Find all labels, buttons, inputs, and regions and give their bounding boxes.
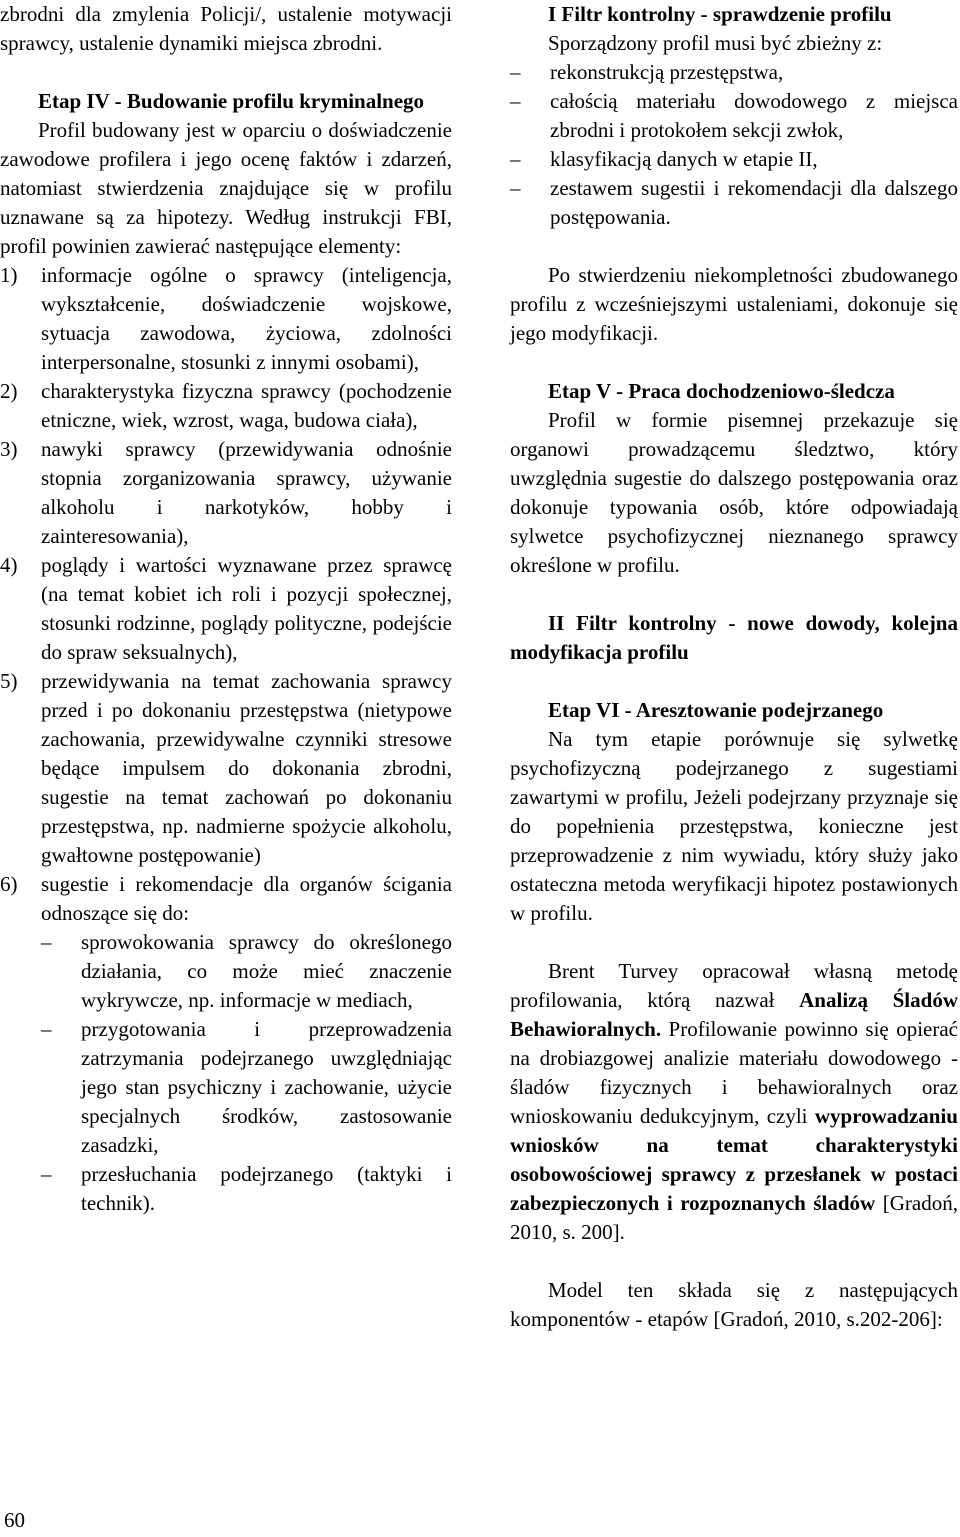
filter1-item [510,174,958,232]
filter1-item-text: całością materiału dowodowego z miejsca zbrodni i protokołem sekcji zwłok, [550,89,958,142]
turvey-text-a: Brent Turvey opracował własną metodę profilowania, którą nazwał [510,959,958,1012]
filter1-item-text: klasyfikacją danych w etapie II, [550,147,818,171]
sub-list-item [41,1015,452,1160]
list-number: 3) [0,437,18,461]
turvey-definition: wyprowadzaniu wniosków na temat charakterystyki osobowościowej sprawcy z przesłanek w postaci zabezpieczonych i rozpoznanych śladów [510,1104,958,1215]
list-item [0,261,452,377]
intro-paragraph: zbrodni dla zmylenia Policji/, ustalenie motywacji sprawcy, ustalenie dynamiki miejsca zbrodni. [0,2,452,55]
filter1-heading: I Filtr kontrolny - sprawdzenie profilu [548,2,892,26]
stage5-paragraph: Profil w formie pisemnej przekazuje się organowi prowadzącemu śledztwo, który uwzględnia sugestie do dalszego postępowania oraz dokonuje typowania osób, które odpowiadają sylwetce psychofizycznej nieznanego sprawcy określone w profilu. [510,408,958,577]
dash-bullet: – [510,147,521,171]
sub-list-text: sprowokowania sprawcy do określonego działania, co może mieć znaczenie wykrywcze, np. informacje w mediach, [81,930,452,1012]
list-number: 1) [0,263,18,287]
filter1-item [510,145,958,174]
list-number: 4) [0,553,18,577]
stage4-text-a: Profil budowany jest w oparciu o doświadczenie zawodowe profilera i jego ocenę faktów i zdarzeń, natomiast stwierdzenia znajdujące się w profilu uznawane są za hipotezy. [0,118,452,229]
filter1-item-text: rekonstrukcją przestępstwa, [550,60,784,84]
filter1-intro: Sporządzony profil musi być zbieżny z: [548,31,883,55]
turvey-paragraph [510,957,958,1247]
stage5-heading: Etap V - Praca dochodzeniowo-śledcza [548,379,895,403]
right-column [510,0,958,1334]
stage6-paragraph: Na tym etapie porównuje się sylwetkę psychofizyczną podejrzanego z sugestiami zawartymi w profilu, Jeżeli podejrzany przyznaje się do popełnienia przestępstwa, konieczne jest przeprowadzenie z nim wywiadu, który służy jako ostateczna metoda weryfikacji hipotez postawionych w profilu. [510,727,958,925]
list-text: nawyki sprawcy (przewidywania odnośnie stopnia zorganizowania sprawcy, używanie alkoholu i narkotyków, hobby i zainteresowania), [41,437,452,548]
list-text: charakterystyka fizyczna sprawcy (pochodzenie etniczne, wiek, wzrost, waga, budowa ciała), [41,379,452,432]
left-column [0,0,452,1218]
list-number: 5) [0,669,18,693]
list-number: 6) [0,872,18,896]
filter1-item-text: zestawem sugestii i rekomendacji dla dalszego postępowania. [550,176,958,229]
filter1-item [510,58,958,87]
stage4-paragraph [0,116,452,261]
dash-bullet: – [41,1162,52,1186]
list-text: poglądy i wartości wyznawane przez sprawcę (na temat kobiet ich roli i pozycji społecznej, stosunki rodzinne, poglądy polityczne, podejście do spraw seksualnych), [41,553,452,664]
dash-bullet: – [510,176,521,200]
dash-bullet: – [41,1017,52,1041]
filter1-after-paragraph: Po stwierdzeniu niekompletności zbudowanego profilu z wcześniejszymi ustaleniami, dokonuje się jego modyfikacji. [510,263,958,345]
list-text: informacje ogólne o sprawcy (inteligencja, wykształcenie, doświadczenie wojskowe, sytuacja zawodowa, życiowa, zdolności interpersonalne, stosunki z innymi osobami), [41,263,452,374]
list-item [0,377,452,435]
stage4-text-b: Według instrukcji FBI, profil powinien zawierać następujące elementy: [0,205,452,258]
sub-list-text: przygotowania i przeprowadzenia zatrzymania podejrzanego uwzględniając jego stan psychiczny i zachowanie, użycie specjalnych środków, zastosowanie zasadzki, [81,1017,452,1157]
stage6-heading: Etap VI - Aresztowanie podejrzanego [548,698,884,722]
dash-bullet: – [510,89,521,113]
turvey-citation: [Gradoń, 2010, s. 200]. [510,1191,958,1244]
sub-list-text: przesłuchania podejrzanego (taktyki i technik). [81,1162,452,1215]
list-item [0,870,452,928]
stage4-heading: Etap IV - Budowanie profilu kryminalnego [38,89,425,113]
dash-bullet: – [510,60,521,84]
dash-bullet: – [41,930,52,954]
sub-list-item [41,1160,452,1218]
model-paragraph: Model ten składa się z następujących komponentów - etapów [Gradoń, 2010, s.202-206]: [510,1278,958,1331]
list-item [0,551,452,667]
filter1-item [510,87,958,145]
turvey-text-c: Profilowanie powinno się opierać na drobiazgowej analizie materiału dowodowego - śladów fizycznych i behawioralnych oraz wnioskowaniu dedukcyjnym, czyli [510,1017,958,1128]
list-number: 2) [0,379,18,403]
list-text: przewidywania na temat zachowania sprawcy przed i po dokonaniu przestępstwa (nietypowe zachowania, przewidywalne czynniki stresowe będące impulsem do dokonania zbrodni, sugestie na temat zachowań po dokonaniu przestępstwa, np. nadmierne spożycie alkoholu, gwałtowne postępowanie) [41,669,452,867]
turvey-method-name: Analizą Śladów Behawioralnych. [510,988,958,1041]
filter2-heading: II Filtr kontrolny - nowe dowody, kolejna modyfikacja profilu [510,611,958,664]
list-item [0,435,452,551]
page-number: 60 [4,1508,25,1532]
sub-list [41,928,452,1218]
sub-list-item [41,928,452,1015]
list-item [0,667,452,870]
list-text: sugestie i rekomendacje dla organów ścigania odnoszące się do: [41,872,452,925]
